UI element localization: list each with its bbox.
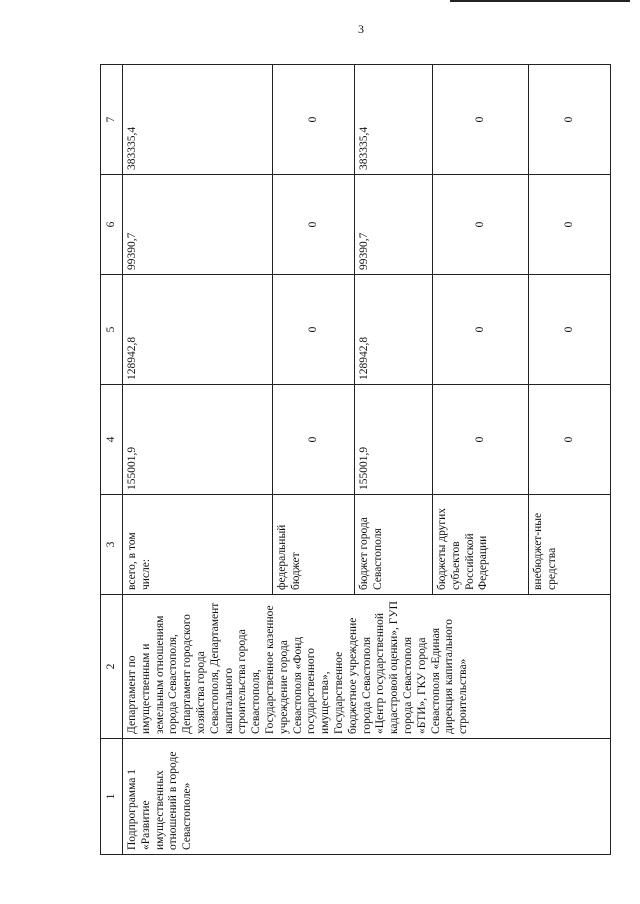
- source-cell: всего, в том числе:: [123, 495, 273, 595]
- source-cell: бюджет города Севастополя: [355, 495, 433, 595]
- budget-table: [100, 64, 611, 855]
- value-cell: 0: [273, 385, 355, 495]
- table-row: [123, 65, 273, 855]
- value-cell: 0: [433, 65, 529, 175]
- value-cell: 155001,9: [355, 385, 433, 495]
- value-cell: 0: [273, 175, 355, 275]
- value-cell: 383335,4: [123, 65, 273, 175]
- value-cell: 0: [529, 175, 611, 275]
- value-cell: 0: [273, 275, 355, 385]
- value-cell: 0: [433, 175, 529, 275]
- value-cell: 0: [433, 275, 529, 385]
- value-cell: 0: [529, 275, 611, 385]
- value-cell: 155001,9: [123, 385, 273, 495]
- page-number: 3: [358, 22, 364, 36]
- header-cell: 1: [101, 739, 123, 855]
- value-cell: 0: [529, 65, 611, 175]
- program-name-cell: Подпрограмма 1 «Развитие имущественных отношений в городе Севастополе»: [123, 739, 611, 855]
- header-cell: 2: [101, 595, 123, 739]
- header-row: [101, 65, 123, 855]
- header-cell: 3: [101, 495, 123, 595]
- value-cell: 383335,4: [355, 65, 433, 175]
- source-cell: внебюджет-ные средства: [529, 495, 611, 595]
- value-cell: 99390,7: [123, 175, 273, 275]
- rotated-table-container: [100, 65, 610, 855]
- value-cell: 128942,8: [355, 275, 433, 385]
- header-cell: 4: [101, 385, 123, 495]
- value-cell: 99390,7: [355, 175, 433, 275]
- value-cell: 128942,8: [123, 275, 273, 385]
- header-cell: 5: [101, 275, 123, 385]
- value-cell: 0: [433, 385, 529, 495]
- top-edge-mark: [450, 0, 630, 6]
- source-cell: федеральный бюджет: [273, 495, 355, 595]
- header-cell: 7: [101, 65, 123, 175]
- header-cell: 6: [101, 175, 123, 275]
- source-cell: бюджеты других субъектов Российской Федерации: [433, 495, 529, 595]
- executors-cell: Департамент по имущественным и земельным отношениям города Севастополя, Департамент городского хозяйства города Севастополя, Департамент капитального строительства города Севастополя, Государственное казенное учреждение города Севастополя «Фонд государственного имущества», Государственное бюджетное учреждение города Севастополя «Центр государственной кадастровой оценки», ГУП города Севастополя «БТИ», ГКУ города Севастополя «Единая дирекция капитального строительства»: [123, 595, 611, 739]
- value-cell: 0: [529, 385, 611, 495]
- value-cell: 0: [273, 65, 355, 175]
